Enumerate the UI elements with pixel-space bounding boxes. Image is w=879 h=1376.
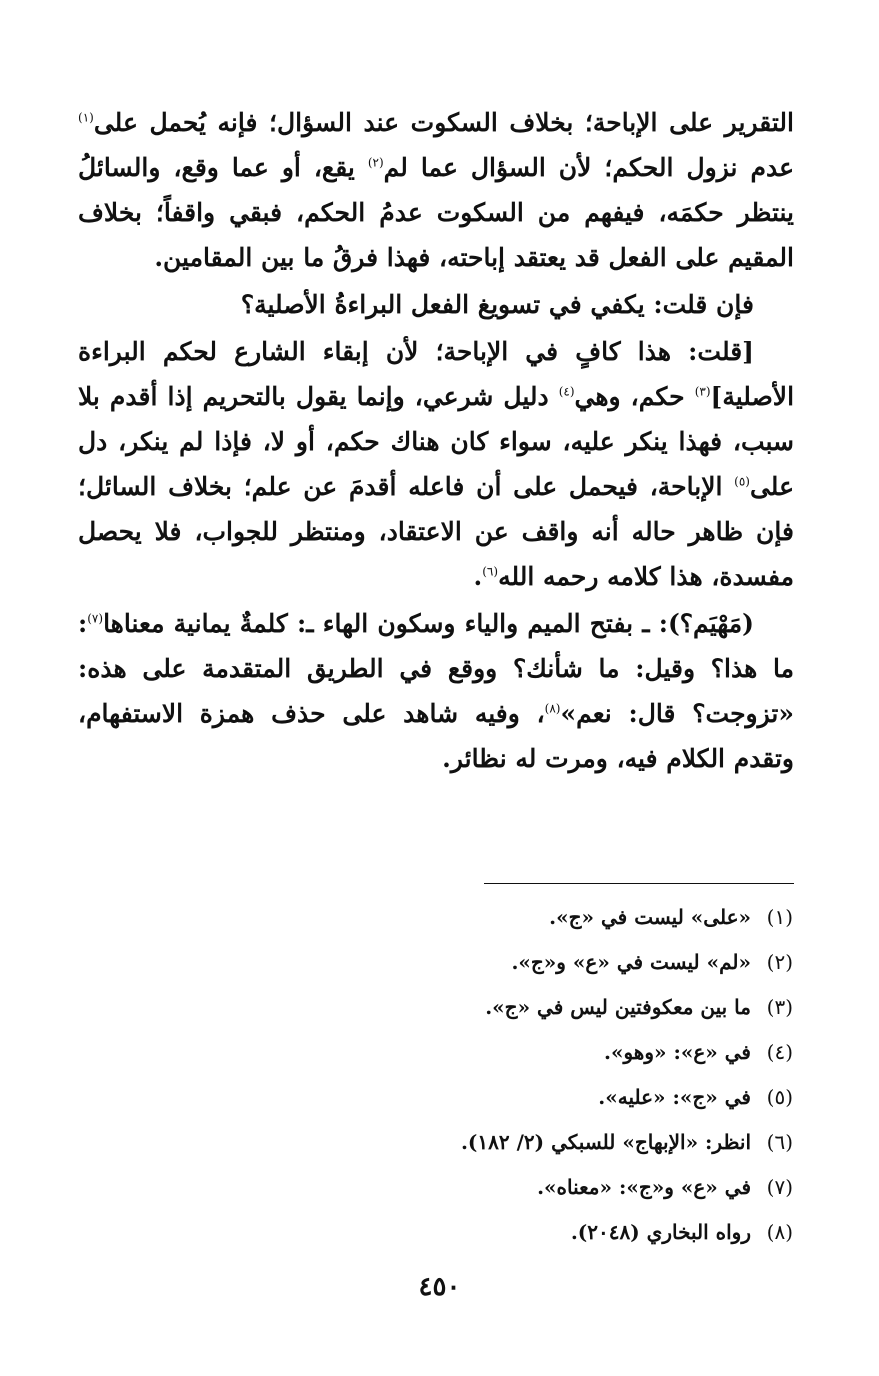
footnote-divider bbox=[484, 883, 794, 884]
footnote-5 bbox=[173, 1075, 793, 1120]
footnote-ref-4: (٤) bbox=[558, 384, 575, 399]
footnote-2 bbox=[173, 940, 793, 985]
footnote-8 bbox=[173, 1210, 793, 1255]
footnote-text: في «ع»: «وهو». bbox=[604, 1040, 751, 1064]
text-run: دليل شرعي، وإنما يقول بالتحريم إذا أقدم بلا سبب، فهذا ينكر عليه، سواء كان هناك حكم، أو لا، فإذا لم ينكر، دل على bbox=[78, 382, 794, 501]
paragraph-2: فإن قلت: يكفي في تسويغ الفعل البراءةُ الأصلية؟ bbox=[240, 290, 754, 319]
text-run: . bbox=[473, 562, 483, 591]
footnote-number: (٤) bbox=[766, 1040, 793, 1064]
paragraph-4 bbox=[78, 601, 794, 781]
text-run: يقع، أو عما وقع، والسائلُ ينتظر حكمَه، فيفهم من السكوت عدمُ الحكم، فبقي واقفاً؛ بخلاف المقيم على الفعل قد يعتقد إباحته، فهذا فرقُ ما بين المقامين. bbox=[78, 153, 794, 272]
footnote-number: (٨) bbox=[766, 1220, 793, 1244]
footnote-number: (٧) bbox=[766, 1175, 793, 1199]
footnote-text: ما بين معكوفتين ليس في «ج». bbox=[485, 995, 751, 1019]
footnote-number: (٢) bbox=[766, 950, 793, 974]
footnote-text: في «ج»: «عليه». bbox=[598, 1085, 751, 1109]
paragraph-3 bbox=[78, 329, 794, 599]
footnote-text: انظر: «الإبهاج» للسبكي (٢/ ١٨٢). bbox=[460, 1130, 751, 1154]
footnote-7 bbox=[173, 1165, 793, 1210]
footnote-text: «على» ليست في «ج». bbox=[549, 905, 751, 929]
footnote-ref-2: (٢) bbox=[367, 155, 384, 170]
footnotes bbox=[173, 895, 793, 1255]
footnote-number: (٣) bbox=[766, 995, 793, 1019]
footnote-ref-1: (١) bbox=[78, 110, 94, 125]
text-run: التقرير على الإباحة؛ بخلاف السكوت عند السؤال؛ فإنه يُحمل على bbox=[93, 108, 794, 137]
footnote-number: (٥) bbox=[766, 1085, 793, 1109]
text-run: ، وفيه شاهد على حذف همزة الاستفهام، وتقدم الكلام فيه، ومرت له نظائر. bbox=[78, 699, 794, 773]
main-text bbox=[78, 100, 794, 781]
footnote-number: (٦) bbox=[766, 1130, 793, 1154]
footnote-ref-5: (٥) bbox=[734, 474, 750, 489]
text-run: الإباحة، فيحمل على أن فاعله أقدمَ عن علم؛ بخلاف السائل؛ فإن ظاهر حاله أنه واقف عن الاعتقاد، ومنتظر للجواب، فلا يحصل مفسدة، هذا كلامه رحمه الله bbox=[78, 472, 794, 591]
footnote-number: (١) bbox=[766, 905, 793, 929]
footnote-text: في «ع» و«ج»: «معناه». bbox=[537, 1175, 751, 1199]
text-run: : ما هذا؟ وقيل: ما شأنك؟ ووقع في الطريق المتقدمة على هذه: «تزوجت؟ قال: نعم» bbox=[78, 609, 794, 728]
paragraph-1 bbox=[78, 100, 794, 280]
footnote-text: «لم» ليست في «ع» و«ج». bbox=[511, 950, 751, 974]
footnote-4 bbox=[173, 1030, 793, 1075]
text-run: (مَهْيَم؟): ـ بفتح الميم والياء وسكون الهاء ـ: كلمةٌ يمانية معناها bbox=[103, 609, 754, 638]
page-number: ٤٥٠ bbox=[418, 1272, 461, 1302]
footnote-1 bbox=[173, 895, 793, 940]
footnote-6 bbox=[173, 1120, 793, 1165]
footnote-ref-3: (٣) bbox=[694, 384, 711, 399]
footnote-ref-7: (٧) bbox=[87, 611, 104, 626]
footnote-ref-8: (٨) bbox=[544, 701, 561, 716]
text-run: عدم نزول الحكم؛ لأن السؤال عما لم bbox=[383, 153, 794, 182]
footnote-ref-6: (٦) bbox=[482, 564, 499, 579]
footnote-text: رواه البخاري (٢٠٤٨). bbox=[570, 1220, 751, 1244]
footnote-3 bbox=[173, 985, 793, 1030]
text-run: [قلت: هذا كافٍ في الإباحة؛ لأن إبقاء الشارع لحكم البراءة الأصلية] bbox=[78, 337, 795, 411]
text-run: حكم، وهي bbox=[574, 382, 695, 411]
